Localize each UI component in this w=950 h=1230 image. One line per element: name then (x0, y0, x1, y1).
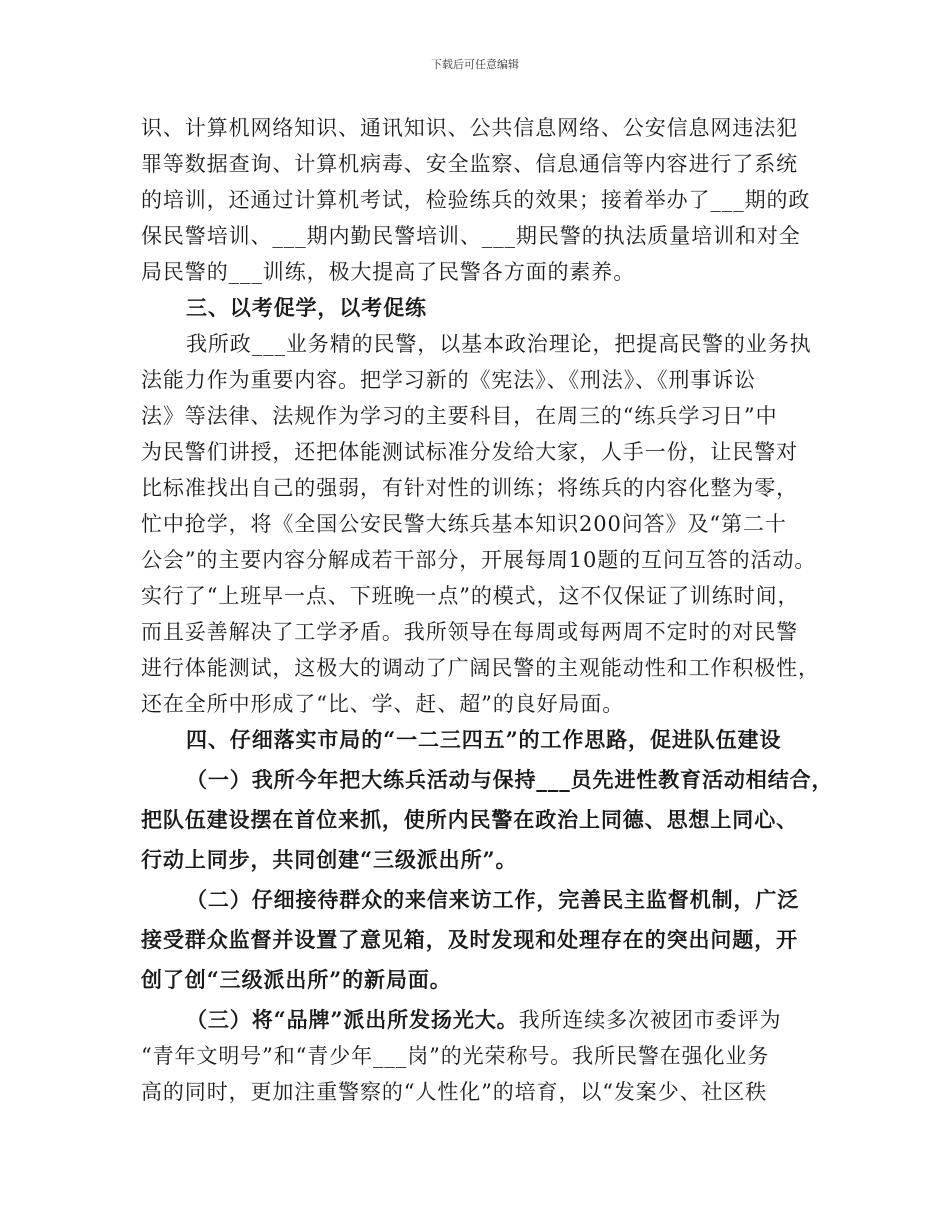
body-line: 还在全所中形成了“比、学、赶、超”的良好局面。 (141, 692, 625, 716)
page-header: 下载后可任意编辑 (431, 58, 519, 71)
document-body (141, 110, 834, 1110)
body-line: “青年文明号”和“青少年___岗”的光荣称号。我所民警在强化业务 (141, 1044, 770, 1068)
body-line: 识、计算机网络知识、通讯知识、公共信息网络、公安信息网违法犯 (141, 116, 798, 140)
body-line: 法》等法律、法规作为学习的主要科目，在周三的“练兵学习日”中 (141, 404, 778, 428)
mixed-paragraph-first-line (141, 1002, 809, 1038)
body-line: 的培训，还通过计算机考试，检验练兵的效果；接着举办了___期的政 (141, 188, 811, 212)
body-line: 而且妥善解决了工学矛盾。我所领导在每周或每两周不定时的对民警 (141, 620, 798, 644)
body-line: 高的同时，更加注重警察的“人性化”的培育，以“发案少、社区秩 (141, 1080, 768, 1104)
body-line: 实行了“上班早一点、下班晚一点”的模式，这不仅保证了训练时间， (141, 584, 800, 608)
body-line: 保民警培训、___期内勤民警培训、___期民警的执法质量培训和对全 (141, 224, 801, 248)
body-line: 忙中抢学，将《全国公安民警大练兵基本知识200问答》及“第二十 (141, 512, 787, 536)
body-line: 为民警们讲授，还把体能测试标准分发给大家，人手一份，让民警对 (141, 440, 798, 464)
bold-lead-text: （三）将“品牌”派出所发扬光大。 (186, 1007, 519, 1032)
bold-paragraph-first-line: （一）我所今年把大练兵活动与保持___员先进性教育活动相结合， (186, 767, 834, 792)
body-line: 公会”的主要内容分解成若干部分，开展每周10题的互问互答的活动。 (141, 548, 817, 572)
body-line: 比标准找出自己的强弱，有针对性的训练；将练兵的内容化整为零， (141, 476, 798, 500)
body-line: 法能力作为重要内容。把学习新的《宪法》、《刑法》、《刑事诉讼 (141, 368, 756, 392)
body-line: 进行体能测试，这极大的调动了广阔民警的主观能动性和工作积极性， (141, 656, 820, 680)
body-line: 局民警的___训练，极大提高了民警各方面的素养。 (141, 260, 636, 284)
paragraph-first-line: 我所政___业务精的民警，以基本政治理论，把提高民警的业务执 (186, 332, 812, 356)
section-heading-4: 四、仔细落实市局的“一二三四五”的工作思路，促进队伍建设 (186, 727, 782, 752)
bold-body-line: 行动上同步，共同创建“三级派出所”。 (141, 847, 518, 872)
bold-body-line: 接受群众监督并设置了意见箱，及时发现和处理存在的突出问题，开 (141, 927, 798, 952)
bold-body-line: 创了创“三级派出所”的新局面。 (141, 967, 452, 992)
plain-continuation-text: 我所连续多次被团市委评为 (518, 1008, 782, 1032)
bold-paragraph-first-line: （二）仔细接待群众的来信来访工作，完善民主监督机制，广泛 (186, 887, 800, 912)
body-line: 罪等数据查询、计算机病毒、安全监察、信息通信等内容进行了系统 (141, 152, 798, 176)
bold-body-line: 把队伍建设摆在首位来抓，使所内民警在政治上同德、思想上同心、 (141, 807, 798, 832)
section-heading-3: 三、以考促学，以考促练 (186, 295, 427, 320)
